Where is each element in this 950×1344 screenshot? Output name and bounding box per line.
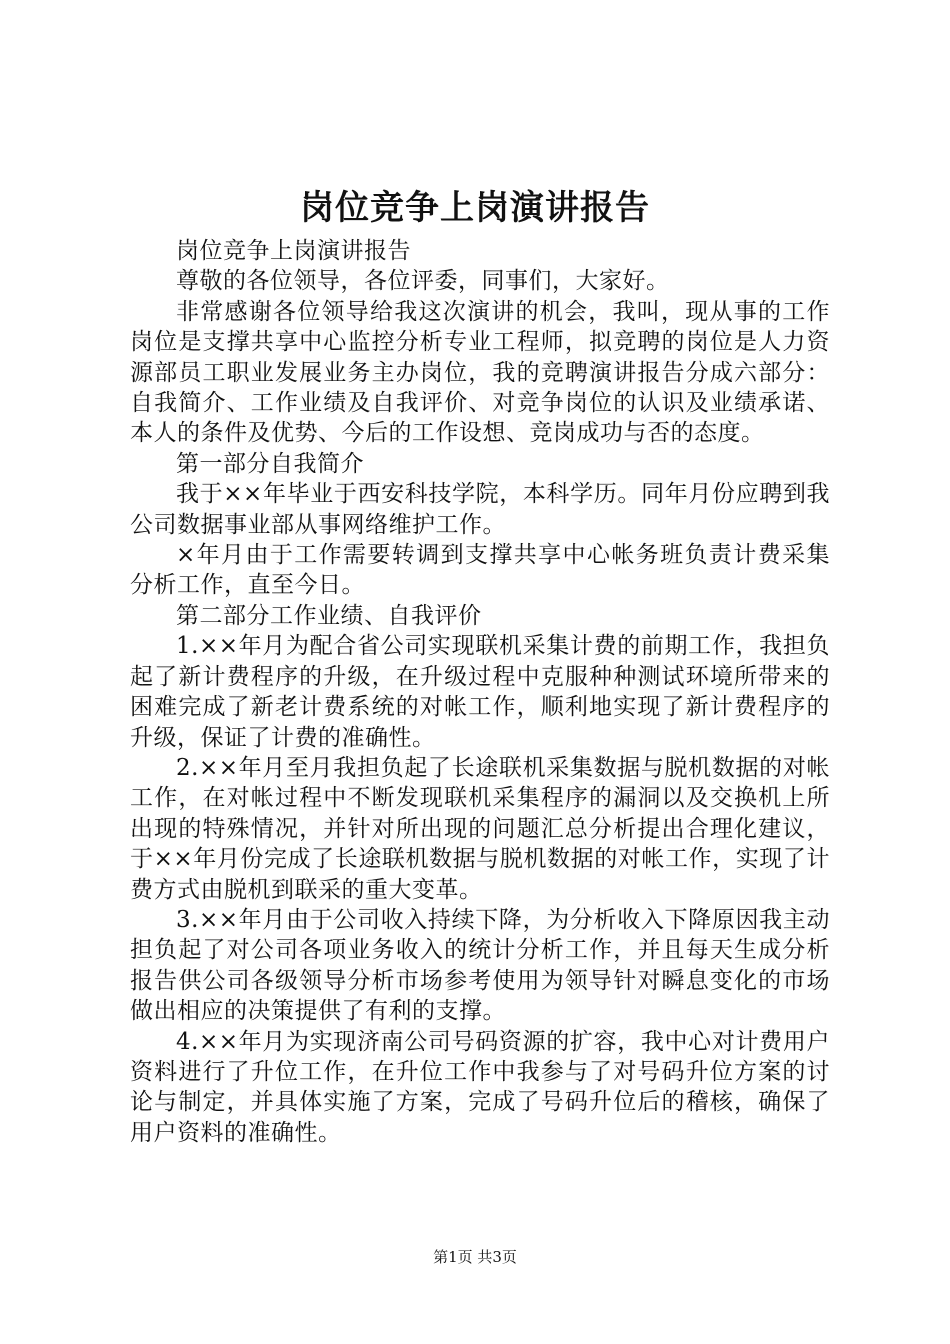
paragraph: 非常感谢各位领导给我这次演讲的机会，我叫，现从事的工作岗位是支撑共享中心监控分析专业工程师，拟竞聘的岗位是人力资源部员工职业发展业务主办岗位，我的竞聘演讲报告分成六部分：自我简介、工作业绩及自我评价、对竞争岗位的认识及业绩承诺、本人的条件及优势、今后的工作设想、竞岗成功与否的态度。: [130, 298, 830, 447]
paragraph: 1.××年月为配合省公司实现联机采集计费的前期工作，我担负起了新计费程序的升级，在升级过程中克服种种测试环境所带来的困难完成了新老计费系统的对帐工作，顺利地实现了新计费程序的升级，保证了计费的准确性。: [130, 633, 830, 751]
paragraph: 岗位竞争上岗演讲报告: [176, 238, 411, 264]
paragraph: 4.××年月为实现济南公司号码资源的扩容，我中心对计费用户资料进行了升位工作，在升位工作中我参与了对号码升位方案的讨论与制定，并具体实施了方案，完成了号码升位后的稽核，确保了用户资料的准确性。: [130, 1028, 830, 1146]
section-heading: 第一部分自我简介: [176, 450, 364, 477]
paragraph: 3.××年月由于公司收入持续下降，为分析收入下降原因我主动担负起了对公司各项业务收入的统计分析工作，并且每天生成分析报告供公司各级领导分析市场参考使用为领导针对瞬息变化的市场做出相应的决策提供了有利的支撑。: [130, 906, 830, 1025]
paragraph: 2.××年月至月我担负起了长途联机采集数据与脱机数据的对帐工作，在对帐过程中不断发现联机采集程序的漏洞以及交换机上所出现的特殊情况，并针对所出现的问题汇总分析提出合理化建议，于××年月份完成了长途联机数据与脱机数据的对帐工作，实现了计费方式由脱机到联采的重大变革。: [130, 754, 830, 903]
paragraph: 尊敬的各位领导，各位评委，同事们，大家好。: [176, 268, 670, 295]
document-body: [130, 236, 830, 1148]
paragraph: ×年月由于工作需要转调到支撑共享中心帐务班负责计费采集分析工作，直至今日。: [130, 542, 830, 599]
section-heading: 第二部分工作业绩、自我评价: [176, 602, 482, 629]
document-title: 岗位竞争上岗演讲报告: [300, 188, 650, 228]
page-number-footer: 第1页 共3页: [433, 1248, 517, 1266]
paragraph: 我于××年毕业于西安科技学院，本科学历。同年月份应聘到我公司数据事业部从事网络维护工作。: [130, 481, 830, 538]
